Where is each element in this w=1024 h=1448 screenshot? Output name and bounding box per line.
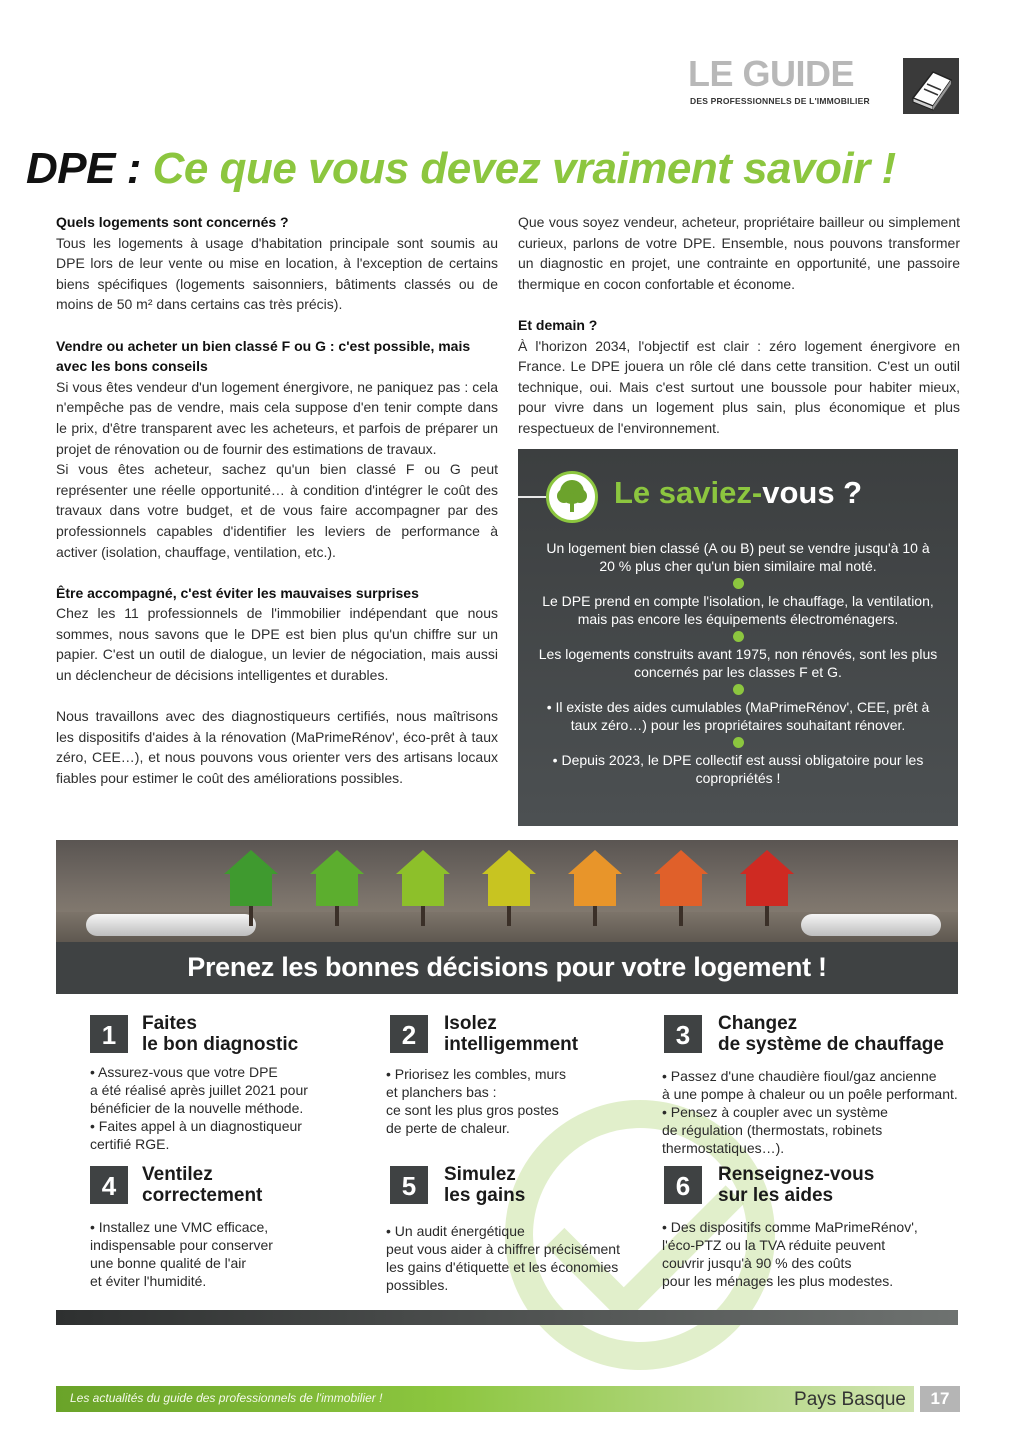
title-green-part: Le saviez-	[614, 475, 763, 510]
section-text-work: Nous travaillons avec des diagnostiqueurs certifiés, nous maîtrisons les dispositifs d'aides à la rénovation (MaPrimeRénov', éco-prêt à taux zéro, CEE…), et nous pouvons vous orienter vers des artisans locaux fiables pour estimer le coût des améliorations possibles.	[56, 708, 498, 787]
section-heading-sell-buy: Vendre ou acheter un bien classé F ou G : c'est possible, mais avec les bons conseils	[56, 337, 471, 375]
step-body: • Des dispositifs comme MaPrimeRénov', l'éco-PTZ ou la TVA réduite peuvent couvrir jusqu'à 90 % des coûts pour les ménages les plus modestes.	[662, 1219, 918, 1289]
title-main: Ce que vous devez vraiment savoir !	[152, 144, 896, 193]
decisions-title: Prenez les bonnes décisions pour votre logement !	[187, 952, 827, 982]
footer-tagline: Les actualités du guide des professionnels de l'immobilier !	[70, 1391, 383, 1405]
energy-house-icon	[396, 850, 450, 920]
logo-title: LE GUIDE	[688, 53, 855, 94]
step-number: 4	[90, 1166, 128, 1204]
step-title: Simulez les gains	[444, 1164, 526, 1206]
step-number: 1	[90, 1015, 128, 1053]
step-body: • Passez d'une chaudière fioul/gaz ancienne à une pompe à chaleur ou un poêle performant. • Pensez à coupler avec un système de régulation (thermostats, robinets thermostatiques…).	[662, 1068, 958, 1156]
book-icon	[903, 58, 959, 114]
step-number: 5	[390, 1166, 428, 1204]
did-you-know-title	[614, 475, 862, 511]
step-title: Isolez intelligemment	[444, 1013, 579, 1055]
step-body: • Installez une VMC efficace, indispensable pour conserver une bonne qualité de l'air et éviter l'humidité.	[90, 1219, 273, 1289]
fact-item: Les logements construits avant 1975, non rénovés, sont les plus concernés par les classes F et G.	[538, 646, 938, 680]
energy-house-icon	[568, 850, 622, 920]
section-heading-accompanied: Être accompagné, c'est éviter les mauvaises surprises	[56, 584, 419, 601]
section-text-concerned: Tous les logements à usage d'habitation principale sont soumis au DPE lors de leur vente ou mise en location, à l'exception de certains biens spécifiques (logements saisonniers, bâtiments classés ou de moins de 50 m² dans certains cas très précis).	[56, 234, 498, 313]
right-column	[518, 212, 960, 439]
energy-house-icon	[482, 850, 536, 920]
fact-item: Un logement bien classé (A ou B) peut se vendre jusqu'à 10 à 20 % plus cher qu'un bien similaire mal noté.	[546, 540, 930, 574]
tree-icon	[546, 471, 598, 523]
divider	[518, 496, 548, 498]
left-column	[56, 212, 498, 789]
did-you-know-box	[518, 449, 958, 826]
energy-house-icon	[310, 850, 364, 920]
title-prefix: DPE :	[26, 144, 141, 193]
title-white-part: vous ?	[762, 475, 863, 510]
step-title: Ventilez correctement	[142, 1164, 263, 1206]
energy-house-icon	[740, 850, 794, 920]
section-heading-concerned: Quels logements sont concernés ?	[56, 214, 289, 230]
section-text-seller: Si vous êtes vendeur d'un logement énergivore, ne paniquez pas : cela n'empêche pas de vendre, mais cela suppose d'en tenir compte dans le prix, d'être transparent avec les acheteurs, et parfois de préparer un projet de rénovation ou de fournir des estimations de travaux.	[56, 378, 498, 457]
step-number: 6	[664, 1166, 702, 1204]
bullet-dot	[733, 631, 744, 642]
fact-item: Le DPE prend en compte l'isolation, le chauffage, la ventilation, mais pas encore les équipements électroménagers.	[542, 593, 934, 627]
bullet-dot	[733, 737, 744, 748]
did-you-know-list	[538, 539, 938, 787]
guide-logo	[688, 53, 963, 114]
step-number: 3	[664, 1015, 702, 1053]
section-text-accompanied: Chez les 11 professionnels de l'immobilier indépendant que nous sommes, nous savons que le DPE est bien plus qu'un chiffre sur un papier. C'est un outil de dialogue, un levier de négociation, mais aussi un déclencheur de décisions intelligentes et durables.	[56, 605, 498, 684]
footer-region: Pays Basque	[794, 1389, 906, 1410]
section-divider-bar	[56, 1310, 958, 1325]
step-body: • Un audit énergétique peut vous aider à chiffrer précisément les gains d'étiquette et les économies possibles.	[386, 1223, 620, 1293]
step-number: 2	[390, 1015, 428, 1053]
fact-item: • Depuis 2023, le DPE collectif est aussi obligatoire pour les copropriétés !	[552, 752, 924, 786]
step-title: Faites le bon diagnostic	[142, 1013, 299, 1055]
page-number: 17	[920, 1386, 960, 1412]
energy-houses-banner	[56, 840, 958, 942]
section-text-buyer: Si vous êtes acheteur, sachez qu'un bien classé F ou G peut représenter une réelle opportunité… à condition d'intégrer le coût des travaux dans votre budget, et de vous faire accompagner par des professionnels capables d'identifier les leviers de performance à activer (isolation, chauffage, ventilation, etc.).	[56, 461, 498, 560]
step-title: Renseignez-vous sur les aides	[718, 1164, 875, 1206]
bullet-dot	[733, 684, 744, 695]
bullet-dot	[733, 578, 744, 589]
fact-item: • Il existe des aides cumulables (MaPrimeRénov', CEE, prêt à taux zéro…) pour les propriétaires souhaitant rénover.	[546, 699, 930, 733]
section-heading-tomorrow: Et demain ?	[518, 316, 598, 333]
page-title	[26, 144, 896, 194]
step-title: Changez de système de chauffage	[718, 1013, 944, 1055]
step-body: • Assurez-vous que votre DPE a été réalisé après juillet 2021 pour bénéficier de la nouvelle méthode. • Faites appel à un diagnostiqueur certifié RGE.	[90, 1064, 308, 1152]
footer-bar	[56, 1386, 914, 1412]
energy-house-icon	[224, 850, 278, 920]
decisions-header-band	[56, 942, 958, 994]
energy-house-icon	[654, 850, 708, 920]
intro-text: Que vous soyez vendeur, acheteur, propriétaire bailleur ou simplement curieux, parlons de votre DPE. Ensemble, nous pouvons transformer un diagnostic en projet, une contrainte en opportunité, une passoire thermique en cocon confortable et économe.	[518, 214, 960, 292]
rolled-plan-right	[801, 914, 941, 936]
step-body: • Priorisez les combles, murs et planchers bas : ce sont les plus gros postes de perte de chaleur.	[386, 1066, 566, 1136]
section-text-tomorrow: À l'horizon 2034, l'objectif est clair : zéro logement énergivore en France. Le DPE jouera un rôle clé dans cette transition. C'est un outil technique, oui. Mais c'est surtout une boussole pour habiter mieux, pour vivre dans un logement plus sain, plus économique et plus respectueux de l'environnement.	[518, 337, 960, 436]
logo-subtitle: DES PROFESSIONNELS DE L'IMMOBILIER	[690, 96, 870, 106]
